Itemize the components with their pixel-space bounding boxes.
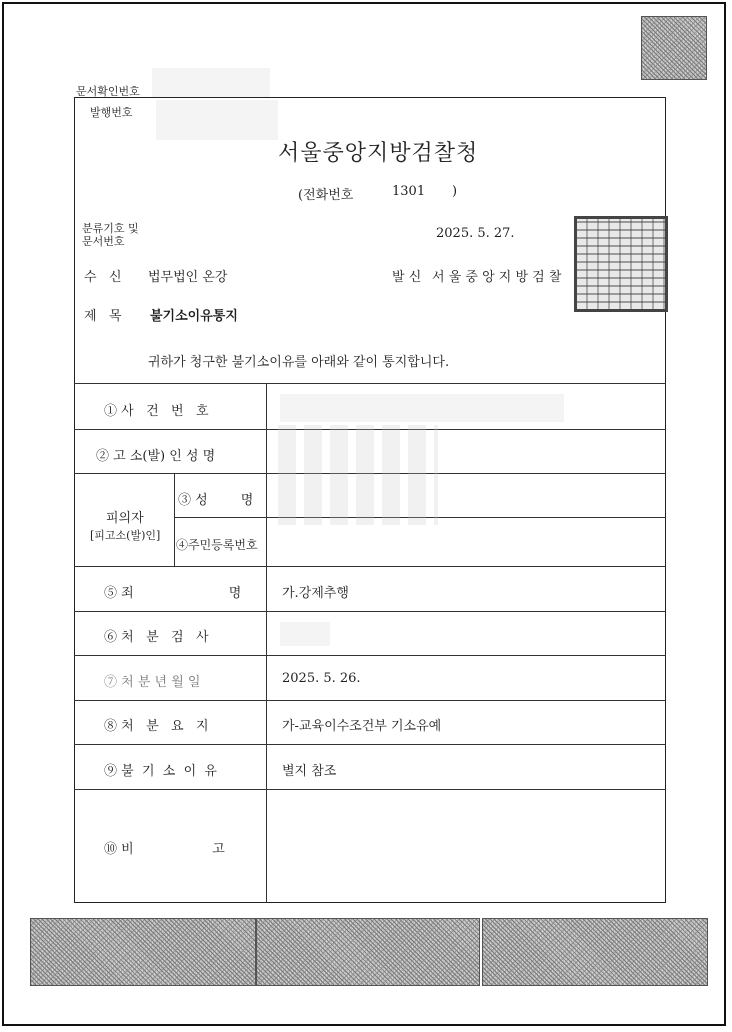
class-label-2: 문서번호 <box>82 235 125 248</box>
prosecutor-redaction <box>280 622 330 646</box>
row-line-6 <box>74 655 666 656</box>
row-line-5 <box>74 611 666 612</box>
faint-watermark <box>278 425 438 525</box>
row-complainant-label: ② 고 소(발) 인 성 명 <box>96 449 216 464</box>
office-title: 서울중앙지방검찰청 <box>278 141 479 166</box>
recipient-value: 법무법인 온강 <box>148 270 228 285</box>
recipient-label: 수 신 <box>84 270 122 285</box>
disposition-date-value: 2025. 5. 26. <box>282 671 361 686</box>
suspect-group-label-2: [피고소(발)인] <box>90 529 161 542</box>
phone-value: 1301 <box>392 184 426 199</box>
row-prosecutor-label: ⑥ 처 분 검 사 <box>104 630 209 645</box>
phone-close: ) <box>452 184 458 199</box>
sender-value: 서 울 중 앙 지 방 검 찰 <box>432 270 562 285</box>
doc-confirm-label: 문서확인번호 <box>76 85 140 98</box>
suspect-group-label-1: 피의자 <box>106 511 144 526</box>
row-line-8 <box>74 744 666 745</box>
row-remarks-label: ⑩ 비 고 <box>104 842 225 857</box>
issue-no-label: 발행번호 <box>90 106 133 119</box>
class-label-1: 분류기호 및 <box>82 222 139 235</box>
table-top-line <box>74 383 666 384</box>
bottom-code-1 <box>30 918 256 986</box>
charge-value: 가.강제추행 <box>282 586 349 601</box>
subject-value: 불기소이유통지 <box>150 309 238 324</box>
suspect-column-line <box>174 473 175 566</box>
suspect-id-label: ④주민등록번호 <box>176 538 258 552</box>
intro-text: 귀하가 청구한 불기소이유를 아래와 같이 통지합니다. <box>148 355 450 370</box>
official-seal <box>574 216 668 312</box>
row-disposition-date-label: ⑦ 처 분 년 월 일 <box>104 675 201 690</box>
label-column-line <box>266 383 267 903</box>
case-number-redaction <box>280 394 564 422</box>
qr-code <box>641 16 707 80</box>
row-disposition-summary-label: ⑧ 처 분 요 지 <box>104 719 209 734</box>
row-line-4 <box>74 566 666 567</box>
non-indictment-reason-value: 별지 참조 <box>282 764 337 779</box>
row-non-indictment-reason-label: ⑨ 불 기 소 이 유 <box>104 764 217 779</box>
subject-label: 제 목 <box>84 309 122 324</box>
bottom-code-2 <box>256 918 480 986</box>
sender-label: 발 신 <box>392 270 422 285</box>
row-charge-label: ⑤ 죄 명 <box>104 586 242 601</box>
row-line-9 <box>74 789 666 790</box>
phone-label: (전화번호 <box>298 188 354 203</box>
row-case-number-label: ① 사 건 번 호 <box>104 404 209 419</box>
disposition-summary-value: 가-교육이수조건부 기소유예 <box>282 719 442 734</box>
bottom-code-3 <box>482 918 708 986</box>
doc-confirm-redaction <box>152 68 270 98</box>
issue-date: 2025. 5. 27. <box>436 226 515 241</box>
issue-no-redaction <box>156 100 278 140</box>
row-line-7 <box>74 700 666 701</box>
suspect-name-label: ③ 성 명 <box>178 493 254 508</box>
